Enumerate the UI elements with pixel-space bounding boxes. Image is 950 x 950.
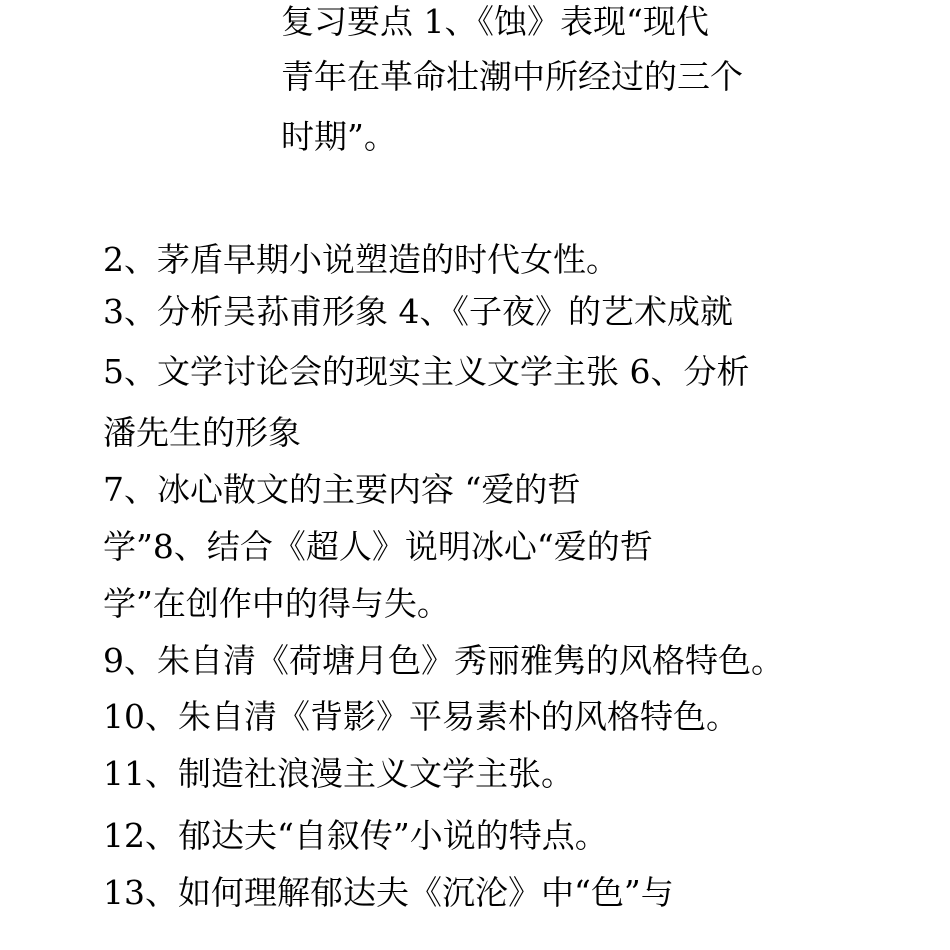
text-line: 潘先生的形象	[103, 413, 301, 452]
text-line: 13、如何理解郁达夫《沉沦》中“色”与	[103, 873, 674, 912]
text-line: 7、冰心散文的主要内容 “爱的哲	[103, 470, 581, 509]
text-line: 学”8、结合《超人》说明冰心“爱的哲	[103, 527, 653, 566]
text-line: 学”在创作中的得与失。	[103, 584, 450, 623]
text-line: 9、朱自清《荷塘月色》秀丽雅隽的风格特色。	[103, 641, 784, 680]
text-line: 11、制造社浪漫主义文学主张。	[103, 754, 574, 793]
text-line: 3、分析吴荪甫形象 4、《子夜》的艺术成就	[103, 292, 733, 331]
text-line: 10、朱自清《背影》平易素朴的风格特色。	[103, 697, 739, 736]
text-line: 5、文学讨论会的现实主义文学主张 6、分析	[103, 352, 750, 391]
text-line: 青年在革命壮潮中所经过的三个	[281, 57, 743, 96]
text-line: 时期”。	[281, 117, 397, 156]
text-line: 12、郁达夫“自叙传”小说的特点。	[103, 816, 608, 855]
text-line: 复习要点 1、《蚀》表现“现代	[281, 2, 709, 41]
text-line: 2、茅盾早期小说塑造的时代女性。	[103, 240, 619, 279]
